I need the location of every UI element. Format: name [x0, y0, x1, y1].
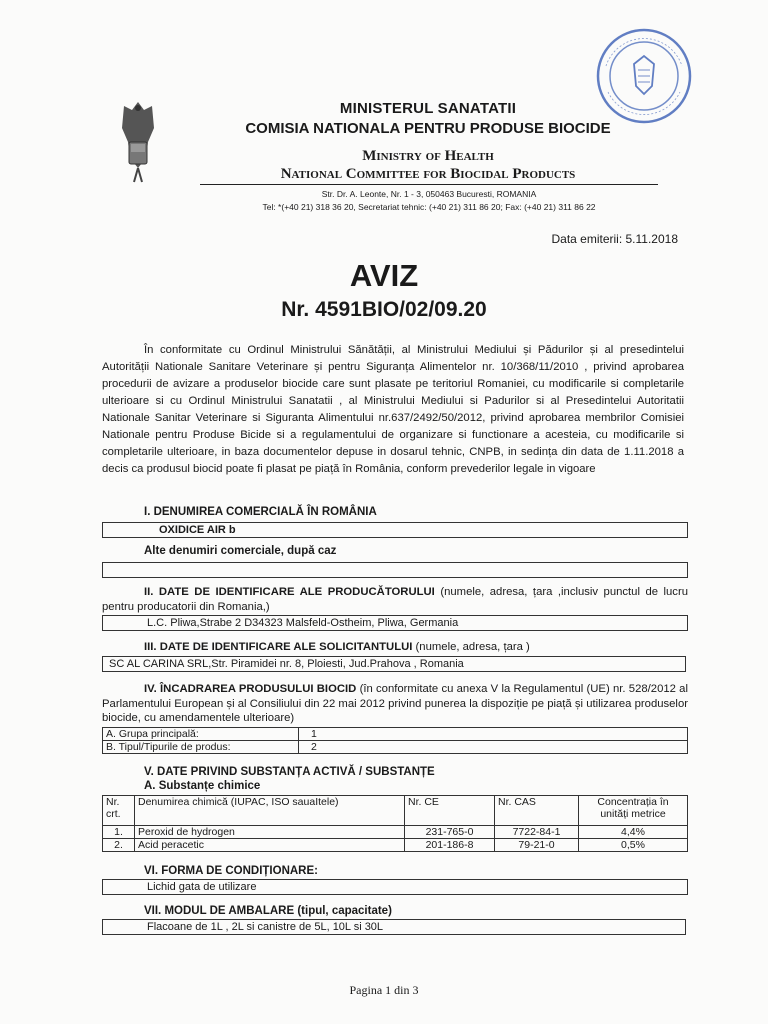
ministry-name-en: Ministry of Health: [362, 148, 494, 164]
classification-label: B. Tipul/Tipurile de produs:: [103, 741, 299, 754]
product-classification-table: [102, 727, 688, 754]
section-2-title: II. DATE DE IDENTIFICARE ALE PRODUCĂTORULUI: [144, 586, 435, 598]
commercial-name: OXIDICE AIR b: [159, 524, 236, 536]
table-row: [103, 741, 688, 754]
producer-details: L.C. Pliwa,Strabe 2 D34323 Malsfeld-Ostheim, Pliwa, Germania: [147, 617, 459, 629]
cell-chemical-name: Peroxid de hydrogen: [135, 826, 405, 839]
conditioning-form: Lichid gata de utilizare: [147, 881, 257, 893]
section-1-alt-box: [102, 562, 688, 578]
cell-nr: 2.: [103, 839, 135, 852]
page-footer: Pagina 1 din 3: [349, 983, 419, 997]
cell-cas: 79-21-0: [495, 839, 579, 852]
committee-name-en: National Committee for Biocidal Products: [280, 166, 576, 182]
section-4-title: IV. ÎNCADRAREA PRODUSULUI BIOCID: [144, 683, 357, 695]
section-7-title: VII. MODUL DE AMBALARE (tipul, capacitate): [144, 905, 392, 917]
header-concentration: Concentrația în unități metrice: [579, 796, 688, 826]
section-4-heading: [102, 682, 688, 726]
section-1-alt-title: Alte denumiri comerciale, după caz: [144, 545, 337, 557]
cell-concentration: 0,5%: [579, 839, 688, 852]
cell-ce: 201-186-8: [405, 839, 495, 852]
header-nr: Nr. crt.: [103, 796, 135, 826]
section-2-note: (numele, adresa, țara ,inclusiv punctul de lucru pentru producatorii din Romania,): [102, 586, 689, 613]
contact-line: Tel: *(+40 21) 318 36 20, Secretariat tehnic: (+40 21) 311 86 20; Fax: (+40 21) 311 86 22: [262, 202, 596, 212]
section-6-title: VI. FORMA DE CONDIȚIONARE:: [144, 865, 318, 877]
packaging-mode: Flacoane de 1L , 2L si canistre de 5L, 10L si 30L: [147, 921, 384, 933]
intro-text: În conformitate cu Ordinul Ministrului Sănătății, al Ministrului Mediului și Pădurilor și al presedintelui Autorității Nationale Sanitare Veterinare și pentru Siguranța Alimentelor nr. 10/368/11/2010 , privind aprobarea procedurii de avizare a produselor biocide care sunt plasate pe teritoriul Romaniei, cu modificarile si completarile ulterioare si cu Ordinul Ministrului Sanatatii , al Ministrului Mediului si Padurilor si al Presedintelui Autoritatii Nationale Sanitar Veterinare si Siguranta Alimentului nr.637/2492/50/2012, privind aprobarea membrilor Comisiei Nationale pentru Produse Bicide si a regulamentului de organizare si functionare a acesteia, cu modificarile si completarile ulterioare, in baza documentelor depuse in dosarul tehnic, CNPB, in sedința din data de 1.11.2018 a decis ca produsul biocid poate fi plasat pe piață în România, conform prevederilor legale in vigoare: [102, 344, 684, 475]
cell-concentration: 4,4%: [579, 826, 688, 839]
header-divider: [200, 184, 658, 185]
section-3-heading: [144, 640, 690, 655]
cell-chemical-name: Acid peracetic: [135, 839, 405, 852]
header-chemical-name: Denumirea chimică (IUPAC, ISO sauaItele): [135, 796, 405, 826]
table-row: [103, 826, 688, 839]
section-2-box: [102, 615, 688, 631]
classification-value: 2: [299, 741, 688, 754]
applicant-details: SC AL CARINA SRL,Str. Piramidei nr. 8, Ploiesti, Jud.Prahova , Romania: [109, 658, 464, 670]
section-3-title: III. DATE DE IDENTIFICARE ALE SOLICITANTULUI: [144, 641, 413, 653]
section-5-subtitle: A. Substanțe chimice: [144, 780, 261, 792]
issue-date: Data emiterii: 5.11.2018: [551, 232, 678, 246]
romanian-coat-of-arms-icon: [118, 98, 158, 184]
table-header-row: [103, 796, 688, 826]
table-row: [103, 728, 688, 741]
section-6-box: [102, 879, 688, 895]
cell-ce: 231-765-0: [405, 826, 495, 839]
header-ce: Nr. CE: [405, 796, 495, 826]
document-number: Nr. 4591BIO/02/09.20: [281, 298, 487, 321]
classification-value: 1: [299, 728, 688, 741]
intro-paragraph: [102, 342, 684, 478]
section-2-heading: [102, 585, 688, 615]
cell-cas: 7722-84-1: [495, 826, 579, 839]
section-7-box: [102, 919, 686, 935]
document-title: AVIZ: [349, 258, 419, 293]
committee-name-ro: COMISIA NATIONALA PENTRU PRODUSE BIOCIDE: [245, 120, 611, 137]
section-3-box: [102, 656, 686, 672]
classification-label: A. Grupa principală:: [103, 728, 299, 741]
section-5-title: V. DATE PRIVIND SUBSTANȚA ACTIVĂ / SUBSTANȚE: [144, 766, 435, 778]
active-substances-table: [102, 795, 688, 852]
cell-nr: 1.: [103, 826, 135, 839]
section-3-note: (numele, adresa, țara ): [415, 641, 530, 653]
header-cas: Nr. CAS: [495, 796, 579, 826]
section-1-title: I. DENUMIREA COMERCIALĂ ÎN ROMÂNIA: [144, 506, 377, 518]
table-row: [103, 839, 688, 852]
section-1-box: [102, 522, 688, 538]
section-4-note: (în conformitate cu anexa V la Regulamentul (UE) nr. 528/2012 al Parlamentului European și al Consiliului din 22 mai 2012 privind punerea la dispoziție pe piață și utilizarea produselor biocide, cu amendamentele ulterioare): [102, 683, 688, 724]
address-line: Str. Dr. A. Leonte, Nr. 1 - 3, 050463 Bucuresti, ROMANIA: [321, 189, 537, 199]
ministry-name-ro: MINISTERUL SANATATII: [339, 100, 517, 117]
